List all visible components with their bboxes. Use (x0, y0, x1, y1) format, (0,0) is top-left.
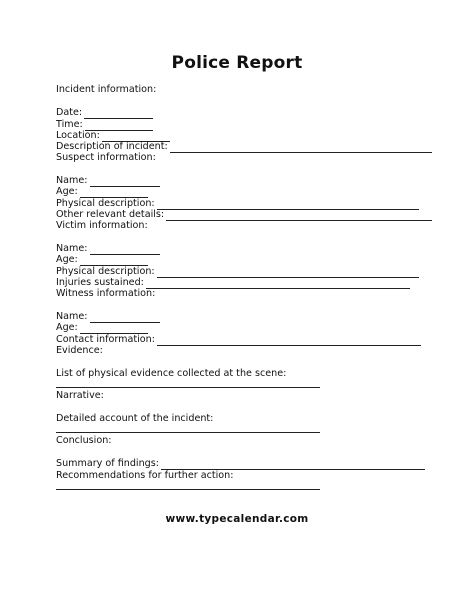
victim-physical-label: Physical description: (56, 266, 155, 277)
evidence-heading (56, 345, 103, 357)
suspect-other-field[interactable] (166, 210, 432, 221)
witness-contact-row (56, 334, 421, 346)
suspect-name-label: Name: (56, 175, 88, 186)
suspect-physical-label: Physical description: (56, 198, 155, 209)
suspect-age-row (56, 186, 148, 198)
suspect-heading (56, 152, 156, 164)
suspect-age-label: Age: (56, 186, 78, 197)
victim-heading-label: Victim information: (56, 220, 148, 231)
narrative-detailed-row (56, 413, 213, 425)
incident-description-label: Description of incident: (56, 141, 168, 152)
conclusion-summary-field[interactable] (161, 459, 425, 470)
victim-age-field[interactable] (80, 255, 148, 266)
conclusion-recommendations-label: Recommendations for further action: (56, 470, 234, 481)
witness-name-label: Name: (56, 311, 88, 322)
witness-contact-field[interactable] (157, 335, 421, 346)
victim-age-row (56, 254, 148, 266)
witness-heading-label: Witness information: (56, 288, 156, 299)
incident-heading (56, 84, 156, 96)
conclusion-heading (56, 435, 112, 447)
victim-name-label: Name: (56, 243, 88, 254)
victim-heading (56, 220, 148, 232)
victim-injuries-label: Injuries sustained: (56, 277, 144, 288)
witness-contact-label: Contact information: (56, 334, 155, 345)
narrative-detailed-field[interactable] (56, 432, 320, 433)
incident-date-row (56, 107, 153, 119)
incident-date-field[interactable] (84, 108, 153, 119)
narrative-detailed-label: Detailed account of the incident: (56, 413, 214, 424)
narrative-heading (56, 390, 104, 402)
conclusion-recommendations-row (56, 470, 234, 482)
witness-age-field[interactable] (80, 323, 148, 334)
witness-age-label: Age: (56, 322, 78, 333)
evidence-list-field[interactable] (56, 387, 320, 388)
suspect-heading-label: Suspect information: (56, 152, 156, 163)
suspect-age-field[interactable] (80, 187, 148, 198)
conclusion-summary-label: Summary of findings: (56, 458, 159, 469)
narrative-heading-label: Narrative: (56, 390, 104, 401)
conclusion-heading-label: Conclusion: (56, 435, 112, 446)
witness-heading (56, 288, 155, 300)
incident-time-label: Time: (56, 119, 83, 130)
page-title: Police Report (171, 53, 303, 73)
suspect-other-label: Other relevant details: (56, 209, 165, 220)
evidence-list-label: List of physical evidence collected at the scene: (56, 368, 287, 379)
victim-age-label: Age: (56, 254, 78, 265)
conclusion-summary-row (56, 458, 425, 470)
evidence-heading-label: Evidence: (56, 345, 103, 356)
conclusion-recommendations-field[interactable] (56, 489, 320, 490)
incident-date-label: Date: (56, 107, 83, 118)
incident-description-field[interactable] (170, 142, 432, 153)
incident-location-label: Location: (56, 130, 100, 141)
incident-heading-label: Incident information: (56, 84, 157, 95)
footer-website: www.typecalendar.com (165, 513, 309, 525)
victim-injuries-field[interactable] (146, 278, 410, 289)
witness-age-row (56, 322, 148, 334)
evidence-list-row (56, 368, 286, 380)
